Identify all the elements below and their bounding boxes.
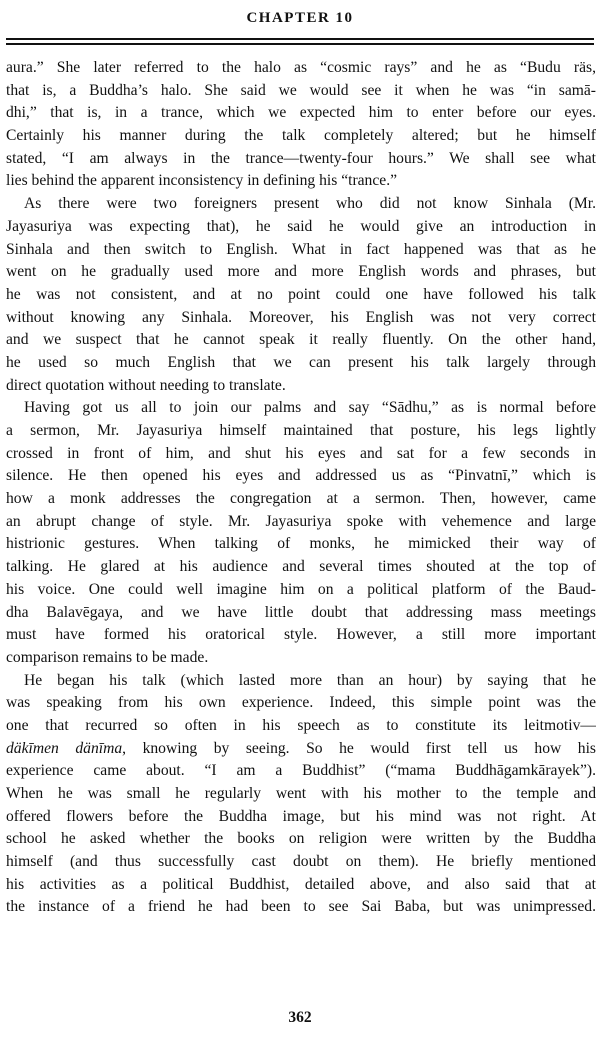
text-line: one that recurred so often in his speech as to constitute its leitmotiv— <box>6 716 596 734</box>
text-line: When he was small he regularly went with his mother to the temple and <box>6 785 596 802</box>
text-line: Certainly his manner during the talk completely altered; but he himself <box>6 127 596 145</box>
text-line: a sermon, Mr. Jayasuriya himself maintained that posture, his legs lightly <box>6 422 596 439</box>
text-line: Sinhala and then switch to English. What in fact happened was that as he <box>6 240 596 258</box>
text-line: he used so much English that we can present his talk largely through <box>6 353 596 371</box>
text-line: direct quotation without needing to translate. <box>6 376 286 394</box>
text-line: silence. He then opened his eyes and addressed us as “Pinvatnī,” which is <box>6 467 596 485</box>
text-line: däkīmen dänīma, knowing by seeing. So he would first tell us how his <box>6 739 596 757</box>
text-line: histrionic gestures. When talking of monks, he mimicked their way of <box>6 535 596 553</box>
text-line: was speaking from his own experience. Indeed, this simple point was the <box>6 694 596 712</box>
text-line: went on he gradually used more and more English words and phrases, but <box>6 263 596 281</box>
body-text <box>6 57 596 919</box>
text-line: his voice. One could well imagine him on a political platform of the Baud- <box>6 580 596 598</box>
text-line: experience came about. “I am a Buddhist” (“mama Buddhāgamkārayek”). <box>6 762 596 780</box>
page-number: 362 <box>288 1009 312 1026</box>
text-line: he was not consistent, and at no point could one have followed his talk <box>6 285 596 303</box>
text-line: must have formed his oratorical style. However, a still more important <box>6 626 596 644</box>
text-line: dha Balavēgaya, and we have little doubt that addressing mass meetings <box>6 603 596 621</box>
paragraph <box>6 193 596 397</box>
text-line: without knowing any Sinhala. Moreover, his English was not very correct <box>6 308 596 326</box>
text-line: As there were two foreigners present who did not know Sinhala (Mr. <box>24 195 596 213</box>
text-line: how a monk addresses the congregation at a sermon. Then, however, came <box>6 490 596 508</box>
paragraph <box>6 397 596 669</box>
text-line: aura.” She later referred to the halo as “cosmic rays” and he as “Budu räs, <box>6 59 596 76</box>
text-line: stated, “I am always in the trance—twenty-four hours.” We shall see what <box>6 149 596 167</box>
text-line: Having got us all to join our palms and say “Sādhu,” as is normal before <box>24 399 596 417</box>
paragraph <box>6 57 596 193</box>
text-line: He began his talk (which lasted more than an hour) by saying that he <box>24 671 596 689</box>
text-line: dhi,” that is, in a trance, which we expected him to enter before our eyes. <box>6 104 596 122</box>
text-line: the instance of a friend he had been to see Sai Baba, but was unimpressed. <box>6 898 596 916</box>
text-line: that is, a Buddha’s halo. She said we would see it when he was “in samā- <box>6 81 596 99</box>
text-line: comparison remains to be made. <box>6 648 209 666</box>
text-line: offered flowers before the Buddha image, but his mind was not right. At <box>6 807 596 825</box>
text-line: talking. He glared at his audience and several times shouted at the top of <box>6 558 596 576</box>
text-line: school he asked whether the books on religion were written by the Buddha <box>6 830 596 848</box>
running-head: CHAPTER 10 <box>246 10 354 26</box>
header-rule-top <box>6 38 594 40</box>
header-rule-bottom <box>6 43 594 45</box>
text-line: crossed in front of him, and shut his eyes and sat for a few seconds in <box>6 444 596 462</box>
text-line: his activities as a political Buddhist, detailed above, and also said that at <box>6 875 596 893</box>
italic-phrase: däkīmen dänīma <box>6 739 123 757</box>
text-line: an abrupt change of style. Mr. Jayasuriya spoke with vehemence and large <box>6 512 596 530</box>
text-line: Jayasuriya was expecting that), he said he would give an introduction in <box>6 217 596 235</box>
text-line: lies behind the apparent inconsistency in defining his “trance.” <box>6 172 398 190</box>
paragraph <box>6 670 596 920</box>
text-line: and we suspect that he cannot speak it really fluently. On the other hand, <box>6 331 596 349</box>
text-line: himself (and thus successfully cast doubt on them). He briefly mentioned <box>6 853 596 871</box>
